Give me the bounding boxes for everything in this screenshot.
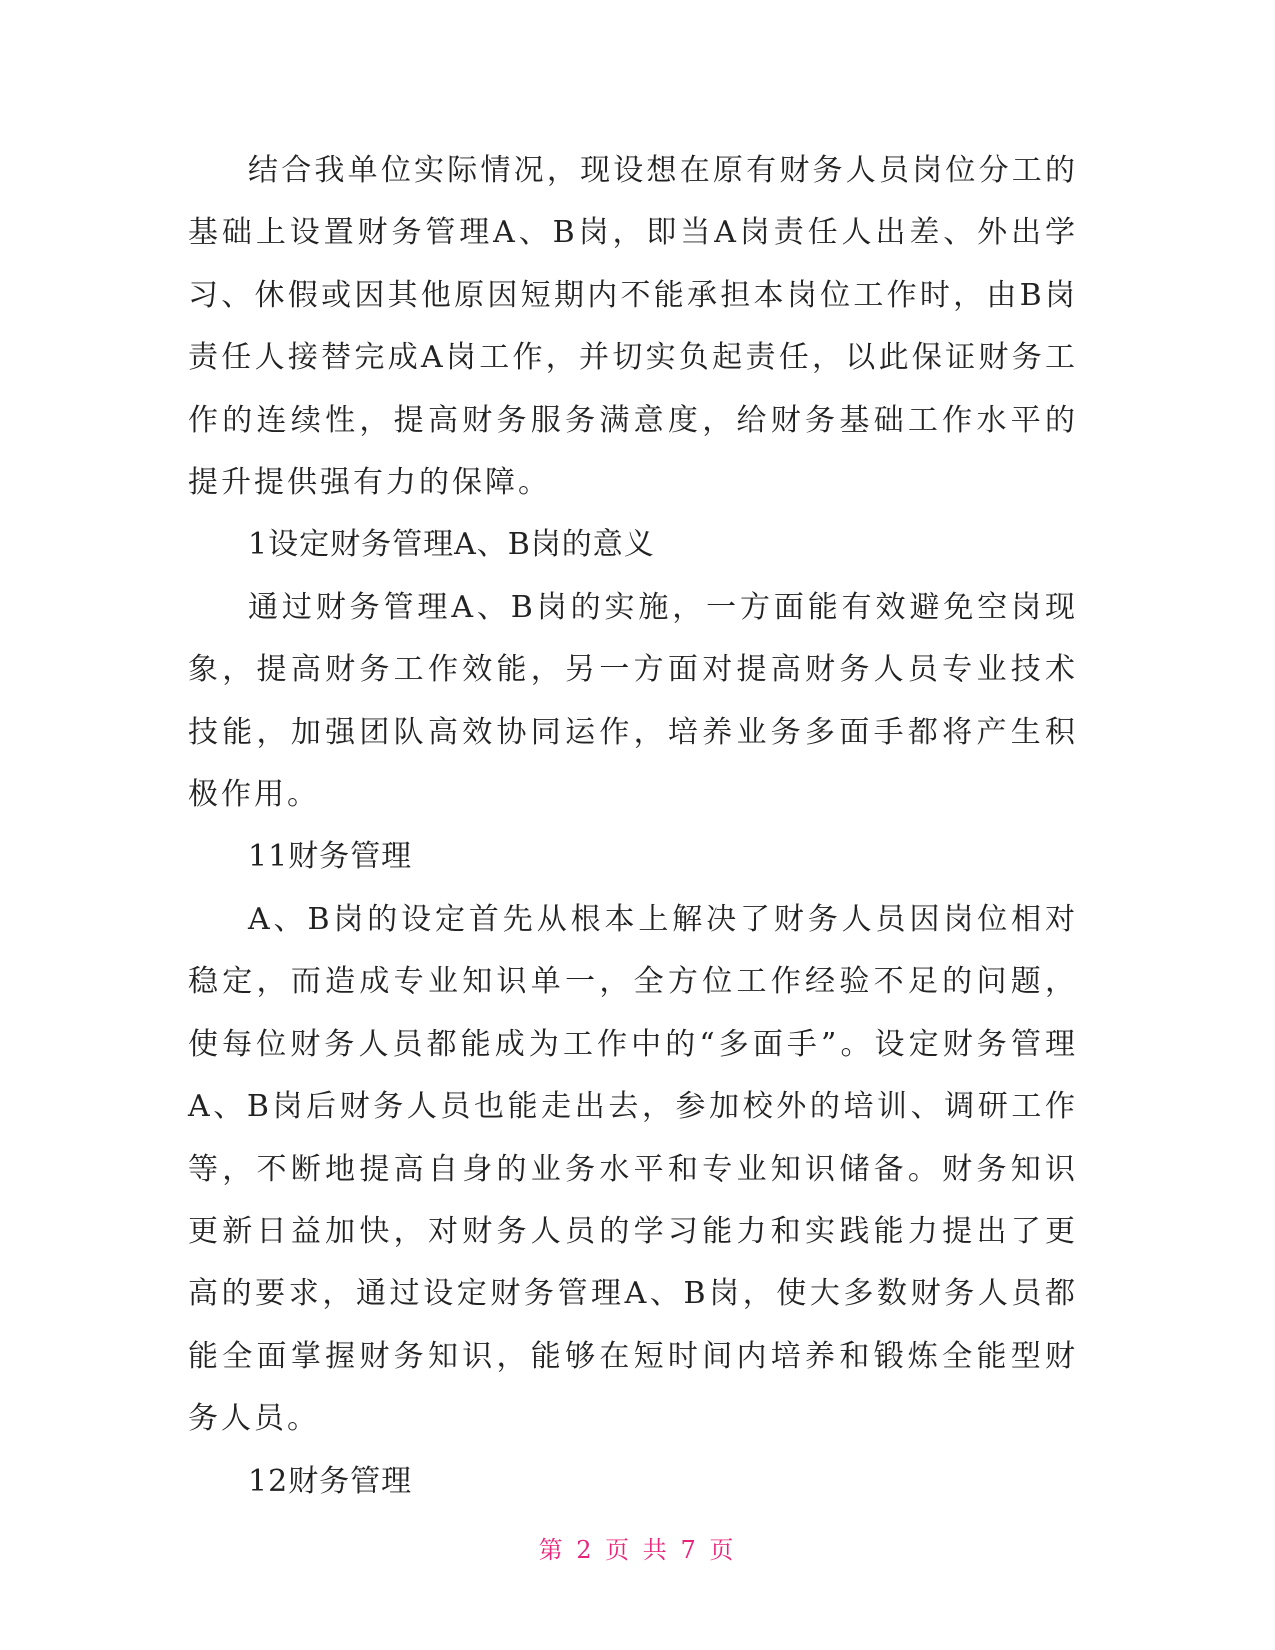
page-number-footer: 第 2 页 共 7 页 <box>538 1536 737 1564</box>
intro-paragraph: 结合我单位实际情况，现设想在原有财务人员岗位分工的基础上设置财务管理A、B岗，即当A岗责任人出差、外出学习、休假或因其他原因短期内不能承担本岗位工作时，由B岗责任人接替完成A岗工作，并切实负起责任，以此保证财务工作的连续性，提高财务服务满意度，给财务基础工作水平的提升提供强有力的保障。 <box>188 153 1078 501</box>
section-1-paragraph: 通过财务管理A、B岗的实施，一方面能有效避免空岗现象，提高财务工作效能，另一方面对提高财务人员专业技术技能，加强团队高效协同运作，培养业务多面手都将产生积极作用。 <box>188 589 1078 813</box>
section-1-1-paragraph: A、B岗的设定首先从根本上解决了财务人员因岗位相对稳定，而造成专业知识单一，全方位工作经验不足的问题，使每位财务人员都能成为工作中的“多面手”。设定财务管理A、B岗后财务人员也能走出去，参加校外的培训、调研工作等，不断地提高自身的业务水平和专业知识储备。财务知识更新日益加快，对财务人员的学习能力和实践能力提出了更高的要求，通过设定财务管理A、B岗，使大多数财务人员都能全面掌握财务知识，能够在短时间内培养和锻炼全能型财务人员。 <box>188 901 1078 1437</box>
document-body <box>188 140 1078 1513</box>
section-heading-1: 1设定财务管理A、B岗的意义 <box>248 527 655 563</box>
section-heading-1-2: 12财务管理 <box>248 1463 413 1499</box>
section-heading-1-1: 11财务管理 <box>248 839 413 875</box>
